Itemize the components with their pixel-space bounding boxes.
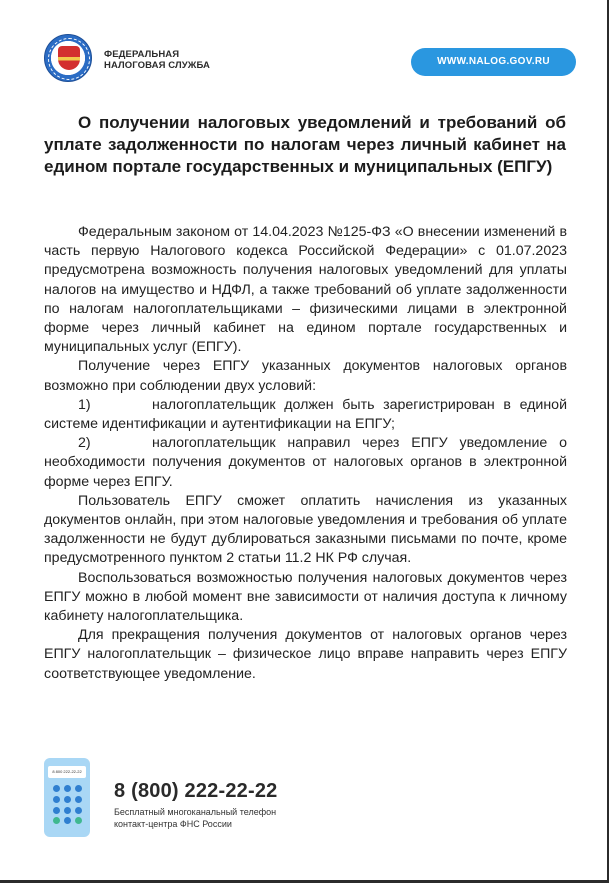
phone-screen-number: 8 800 222-22-22 [48, 766, 86, 778]
condition-item-2 [44, 434, 567, 492]
paragraph-5: Для прекращения получения документов от налоговых органов через ЕПГУ налогоплательщик – физическое лицо вправе направить через ЕПГУ соответствующее уведомление. [44, 627, 567, 682]
org-name-line1: ФЕДЕРАЛЬНАЯ [104, 49, 180, 60]
header [44, 34, 576, 90]
document-body [44, 223, 567, 684]
document-title: О получении налоговых уведомлений и требований об уплате задолженности по налогам через личный кабинет на едином портале государственных и муниципальных (ЕПГУ) [44, 113, 566, 176]
footer-contact [44, 758, 344, 838]
condition-item-1 [44, 396, 567, 434]
hotline-description-line1: Бесплатный многоканальный телефон [114, 807, 277, 817]
hotline-number[interactable]: 8 (800) 222-22-22 [114, 780, 278, 802]
org-name-line2: НАЛОГОВАЯ СЛУЖБА [104, 60, 210, 71]
hotline-description [114, 806, 276, 830]
condition-text: налогоплательщик направил через ЕПГУ уведомление о необходимости получения документов от налоговых органов в электронной форме через ЕПГУ. [44, 435, 567, 490]
website-link[interactable]: WWW.NALOG.GOV.RU [411, 48, 576, 76]
fns-emblem-icon [44, 34, 92, 82]
condition-text: налогоплательщик должен быть зарегистрирован в единой системе идентификации и аутентификации на ЕПГУ; [44, 396, 567, 433]
phone-icon [44, 758, 90, 837]
hotline-description-line2: контакт-центра ФНС России [114, 819, 232, 829]
paragraph-2: Получение через ЕПГУ указанных документов налоговых органов возможно при соблюдении двух условий: [44, 358, 567, 394]
paragraph-4: Воспользоваться возможностью получения налоговых документов через ЕПГУ можно в любой момент вне зависимости от наличия доступа к личному кабинету налогоплательщика. [44, 569, 567, 625]
paragraph-3: Пользователь ЕПГУ сможет оплатить начисления из указанных документов онлайн, при этом налоговые уведомления и требования об уплате задолженности не будут дублироваться заказными письмами по почте, кроме предусмотренного пунктом 2 статьи 11.2 НК РФ случая. [44, 492, 567, 567]
condition-number: 1) [78, 396, 91, 413]
condition-number: 2) [78, 435, 91, 452]
emblem-shield-icon [58, 46, 80, 70]
phone-keypad-icon [53, 785, 83, 825]
org-name [104, 49, 210, 71]
paragraph-1: Федеральным законом от 14.04.2023 №125-ФЗ «О внесении изменений в часть первую Налогового кодекса Российской Федерации» с 01.07.2023 предусмотрена возможность получения налоговых уведомлений для уплаты налогов на имущество и НДФЛ, а также требований об уплате задолженности по налогам налогоплательщиками – физическими лицами в электронной форме через личный кабинет на едином портале государственных и муниципальных услуг (ЕПГУ). [44, 224, 567, 356]
